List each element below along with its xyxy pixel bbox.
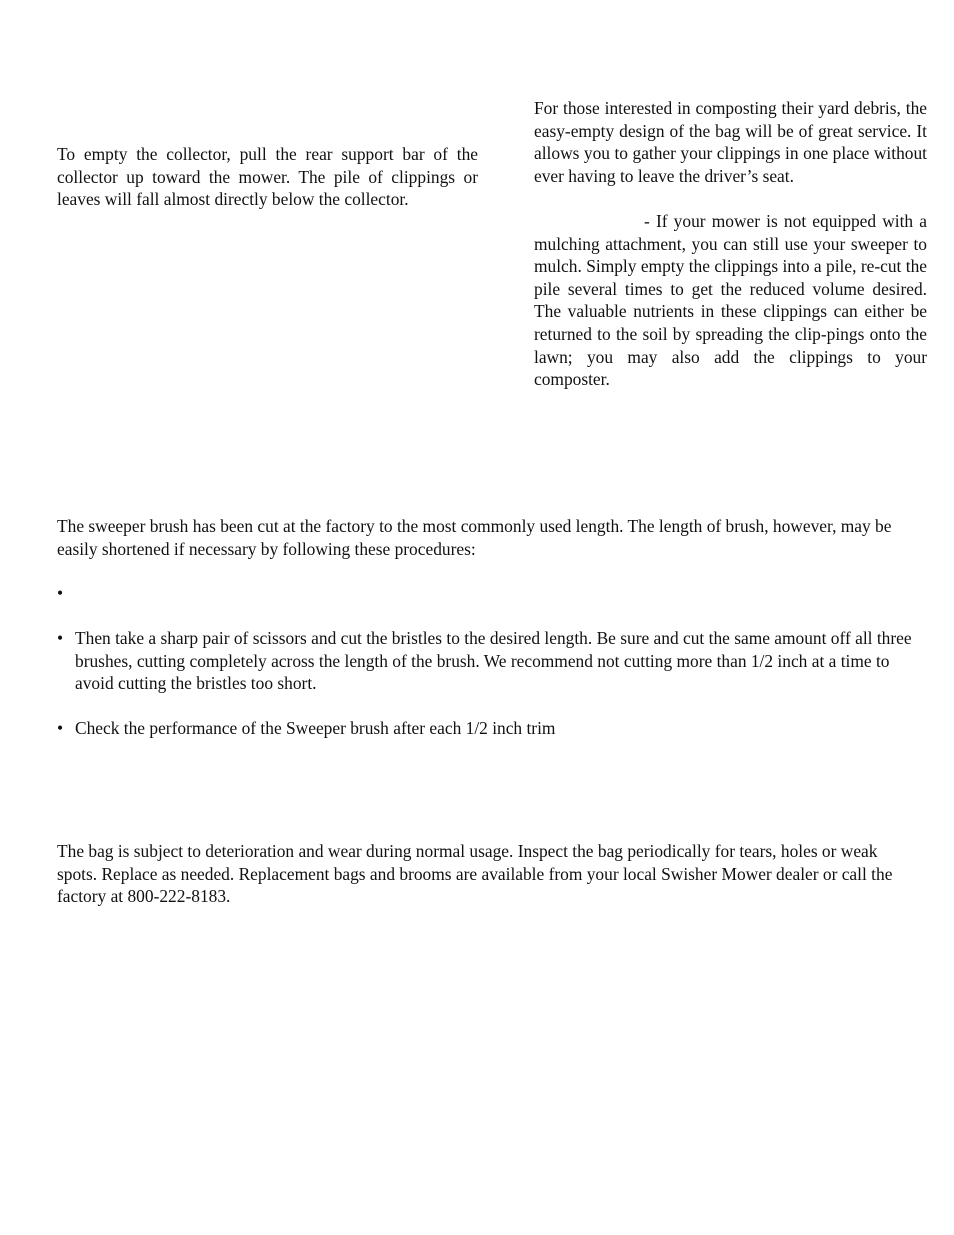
bullet-icon: •	[57, 583, 64, 603]
brush-step-item	[57, 717, 919, 740]
brush-step-text: Check the performance of the Sweeper brush after each 1/2 inch trim	[75, 718, 556, 738]
brush-step-text: Then take a sharp pair of scissors and cut the bristles to the desired length. Be sure and cut the same amount off all three brushes, cutting completely across the length of the brush. We recommend not cutting more than 1/2 inch at a time to avoid cutting the bristles too short.	[75, 628, 912, 694]
brush-step-list-2	[57, 627, 919, 695]
mulching-paragraph: - If your mower is not equipped with a mulching attachment, you can still use your sweeper to mulch. Simply empty the clippings into a pile, re-cut the pile several times to get the reduced volume desired. The valuable nutrients in these clippings can either be returned to the soil by spreading the clip-pings onto the lawn; you may also add the clippings to your composter.	[534, 211, 927, 390]
empty-collector-paragraph: To empty the collector, pull the rear support bar of the collector up toward the mower. The pile of clippings or leaves will fall almost directly below the collector.	[57, 144, 478, 210]
bag-care-paragraph: The bag is subject to deterioration and wear during normal usage. Inspect the bag periodically for tears, holes or weak spots. Replace as needed. Replacement bags and brooms are available from your local Swisher Mower dealer or call the factory at 800-222-8183.	[57, 841, 893, 907]
bullet-icon: •	[57, 628, 64, 648]
composting-paragraph: For those interested in composting their yard debris, the easy-empty design of the bag will be of great service. It allows you to gather your clippings in one place without ever having to leave the driver’s seat.	[534, 98, 927, 186]
brush-step-item	[57, 627, 919, 695]
bullet-icon: •	[57, 718, 64, 738]
brush-step-list-3	[57, 717, 919, 740]
brush-intro-paragraph: The sweeper brush has been cut at the factory to the most commonly used length. The length of brush, however, may be easily shortened if necessary by following these procedures:	[57, 516, 892, 559]
